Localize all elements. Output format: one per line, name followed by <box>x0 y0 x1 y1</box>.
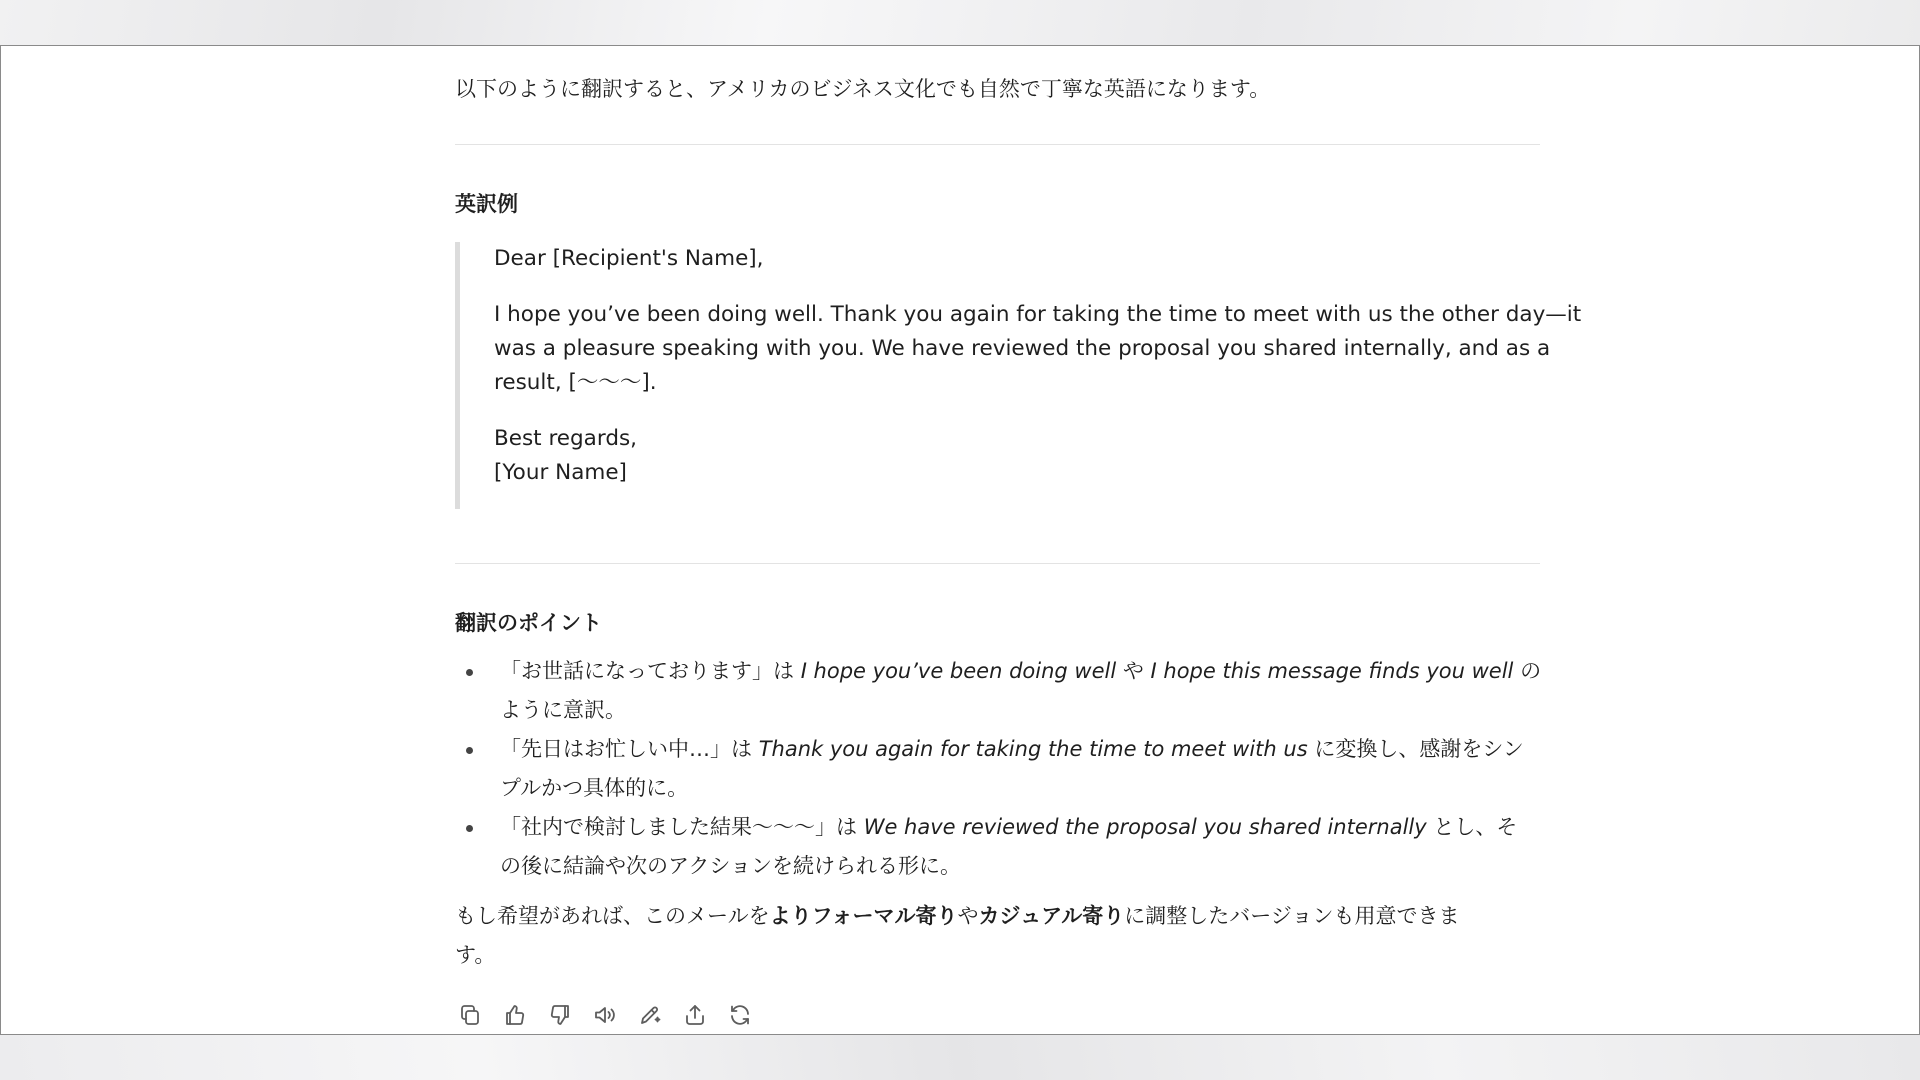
list-item-line <box>500 808 1540 847</box>
list-item <box>455 730 1540 808</box>
points-list <box>455 652 1540 886</box>
email-body-line: was a pleasure speaking with you. We have reviewed the proposal you shared internally, and as a <box>494 336 1551 361</box>
list-item-line: の後に結論や次のアクションを続けられる形に。 <box>500 854 961 878</box>
list-item-line: プルかつ具体的に。 <box>500 776 689 800</box>
point-english: We have reviewed the proposal you shared internally <box>863 815 1427 839</box>
closing-segment: に調整したバージョンも用意できま <box>1124 904 1460 928</box>
email-greeting: Dear [Recipient's Name], <box>494 246 764 271</box>
list-item <box>455 652 1540 730</box>
share-icon <box>683 1003 707 1027</box>
email-blockquote <box>455 242 1582 509</box>
divider <box>455 563 1540 564</box>
point-text: の <box>1513 659 1542 683</box>
example-heading: 英訳例 <box>455 192 518 216</box>
intro-text: 以下のように翻訳すると、アメリカのビジネス文化でも自然で丁寧な英語になります。 <box>455 77 1271 101</box>
read-aloud-button[interactable] <box>590 1000 620 1030</box>
closing-segment: や <box>957 904 979 928</box>
point-english: Thank you again for taking the time to meet with us <box>758 737 1308 761</box>
list-item-line: ように意訳。 <box>500 698 626 722</box>
point-text: 「お世話になっております」は <box>500 659 801 683</box>
copy-icon <box>458 1003 482 1027</box>
point-text: 「先日はお忙しい中…」は <box>500 737 759 761</box>
read-aloud-icon <box>593 1003 617 1027</box>
point-text: とし、そ <box>1426 815 1518 839</box>
thumbs-up-icon <box>503 1003 527 1027</box>
edit-in-canvas-button[interactable] <box>635 1000 665 1030</box>
bad-response-button[interactable] <box>545 1000 575 1030</box>
background-top <box>0 0 1920 46</box>
thumbs-down-icon <box>548 1003 572 1027</box>
email-signature-block <box>494 422 637 490</box>
email-body-line: I hope you’ve been doing well. Thank you again for taking the time to meet with us the other day—it <box>494 302 1582 327</box>
message-actions-toolbar <box>455 1000 755 1030</box>
share-button[interactable] <box>680 1000 710 1030</box>
list-item-line <box>500 652 1540 691</box>
point-text: に変換し、感謝をシン <box>1307 737 1524 761</box>
closing-emphasis: カジュアル寄り <box>978 904 1125 928</box>
closing-line <box>455 897 1540 936</box>
chat-window <box>0 45 1920 1035</box>
edit-icon <box>638 1003 662 1027</box>
point-english: I hope this message finds you well <box>1150 659 1514 683</box>
points-heading: 翻訳のポイント <box>455 611 602 635</box>
list-item <box>455 808 1540 886</box>
point-text: や <box>1116 659 1151 683</box>
list-item-line <box>500 730 1540 769</box>
closing-emphasis: よりフォーマル寄り <box>769 904 958 928</box>
background-bottom <box>0 1034 1920 1080</box>
regenerate-button[interactable] <box>725 1000 755 1030</box>
good-response-button[interactable] <box>500 1000 530 1030</box>
copy-button[interactable] <box>455 1000 485 1030</box>
closing-segment: もし希望があれば、このメールを <box>455 904 770 928</box>
email-body <box>494 298 1581 400</box>
email-signoff: Best regards, <box>494 426 638 451</box>
email-body-line: result, [〜〜〜]. <box>494 370 657 395</box>
regenerate-icon <box>728 1003 752 1027</box>
closing-text <box>455 897 1540 975</box>
point-text: 「社内で検討しました結果〜〜〜」は <box>500 815 864 839</box>
closing-line: す。 <box>455 943 496 967</box>
email-signature: [Your Name] <box>494 460 627 485</box>
point-english: I hope you’ve been doing well <box>800 659 1117 683</box>
divider <box>455 144 1540 145</box>
